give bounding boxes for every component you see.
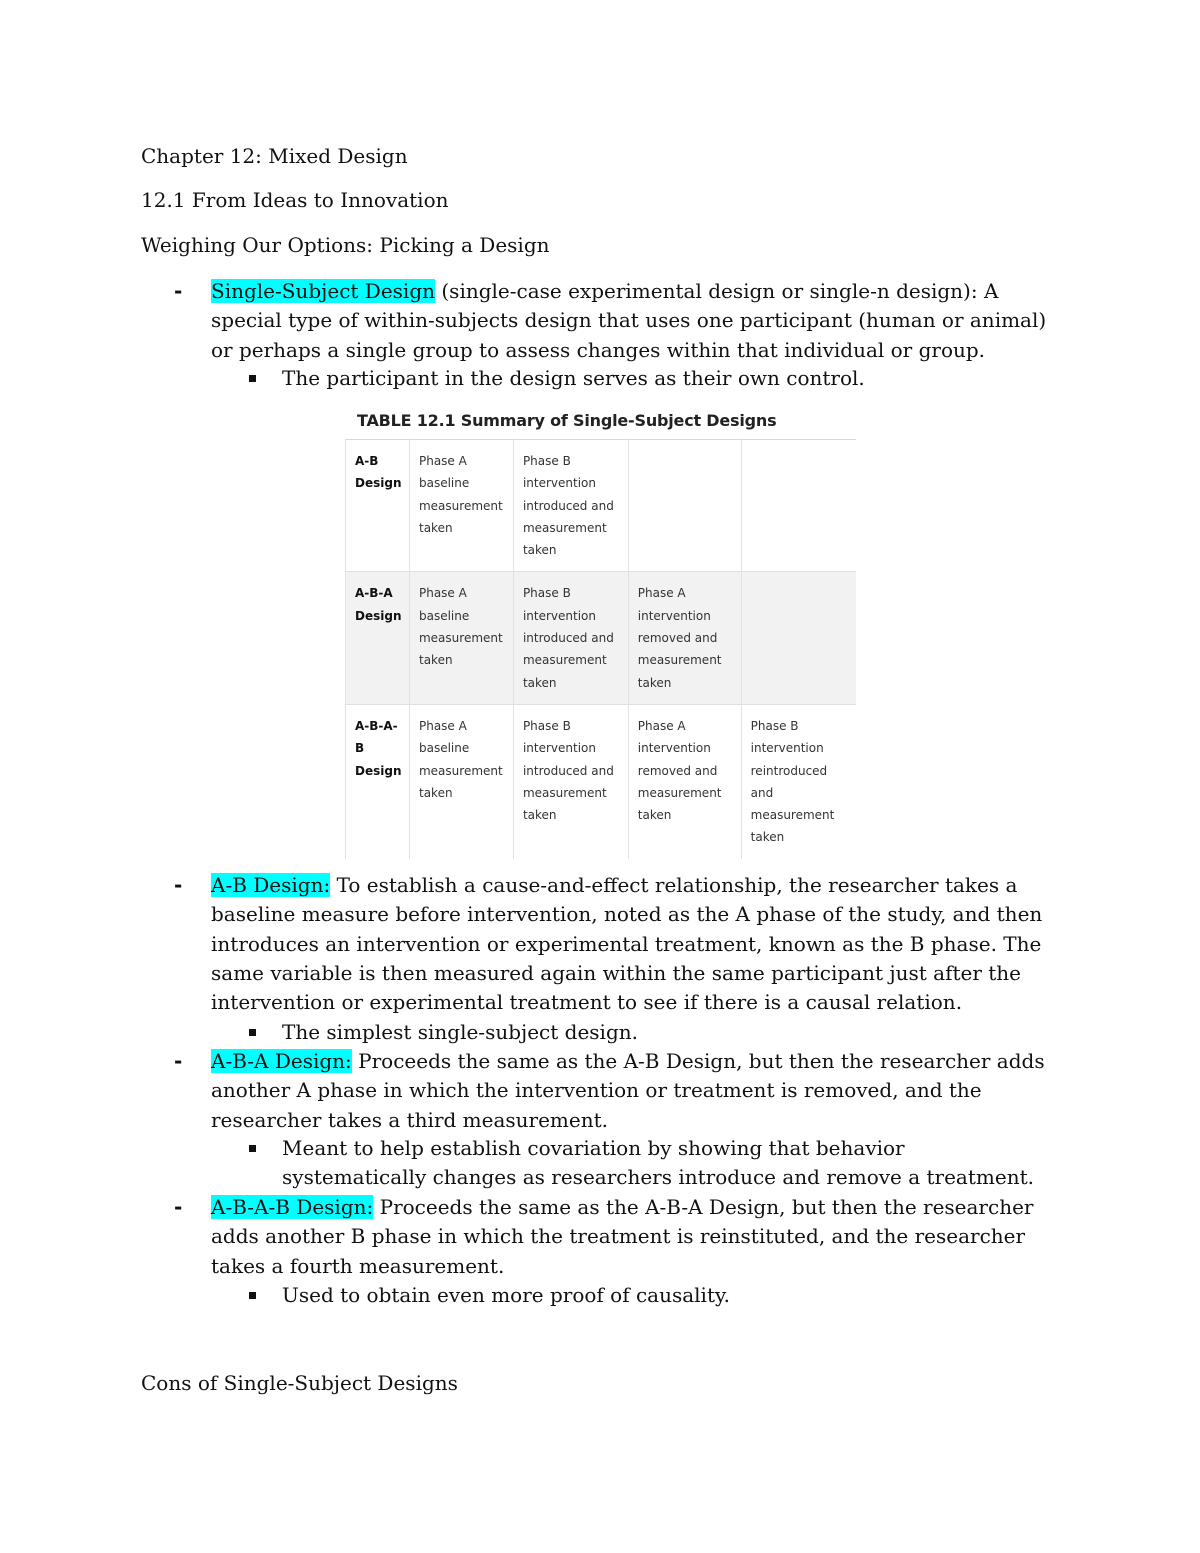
table-cell: [741, 572, 856, 704]
row-header: A-B-A Design: [346, 572, 410, 704]
square-bullet-icon: [249, 1292, 256, 1299]
table-cell: Phase B intervention introduced and measurement taken: [513, 440, 628, 572]
document-page: Chapter 12: Mixed Design 12.1 From Ideas to Innovation Weighing Our Options: Picking a Design - Single-Subject Design (single-case experimental design or single-n design): A special type of within-subjects design that uses one participant (human or animal) or perhaps a single group to assess changes within that individual or group. The participant in the design serves as their own control. TABLE 12.1 Summary of Single-Subject Designs A-B Design Phase A baseline measurement taken Phase B intervention introduced and measurement taken A-B-A Design Phase A baseline measurement taken Phase B intervention introduced and measurement taken Phase A intervention removed and measurement taken A-B-A-B Design Phase A baseline measurement taken Phase B intervention introduced and measurement taken Phase A intervention removed and measurement taken Phase B intervention reintroduced and measurement taken - A-B Design: To establish a cause-and-effect relationship, the researcher takes a baseline measure before intervention, noted as the A phase of the study, and then introduces an intervention or experimental treatment, known as the B phase. The same variable is then measured again within the same participant just after the intervention or experimental treatment to see if there is a causal relation. The simplest single-subject design. - A-B-A Design: Proceeds the same as the A-B Design, but then the researcher adds another A phase in which the intervention or treatment is removed, and the researcher takes a third measurement. Meant to help establish covariation by showing that behavior systematically changes as researchers introduce and remove a treatment. - A-B-A-B Design: Proceeds the same as the A-B-A Design, but then the researcher adds another B phase in which the treatment is reinstituted, and the researcher takes a fourth measurement. Used to obtain even more proof of causality. Cons of Single-Subject Designs: [0, 0, 1200, 1553]
abab-design-definition: Proceeds the same as the A-B-A Design, but then the researcher adds another B phase in which the treatment is reinstituted, and the researcher takes a fourth measurement.: [211, 1195, 1034, 1278]
row-header: A-B Design: [346, 440, 410, 572]
aba-design-text: [211, 1047, 1061, 1135]
dash-bullet-icon: -: [174, 1049, 183, 1073]
single-subject-term: Single-Subject Design: [211, 279, 436, 303]
aba-design-definition: Proceeds the same as the A-B Design, but then the researcher adds another A phase in which the intervention or treatment is removed, and the researcher takes a third measurement.: [211, 1049, 1045, 1132]
square-bullet-icon: [249, 375, 256, 382]
table-cell: Phase A intervention removed and measurement taken: [628, 572, 741, 704]
table-cell: Phase A baseline measurement taken: [409, 440, 513, 572]
table-row: [346, 704, 857, 858]
ab-design-definition: To establish a cause-and-effect relationship, the researcher takes a baseline measure before intervention, noted as the A phase of the study, and then introduces an intervention or experimental treatment, known as the B phase. The same variable is then measured again within the same participant just after the intervention or experimental treatment to see if there is a causal relation.: [211, 873, 1043, 1015]
table-title: TABLE 12.1 Summary of Single-Subject Designs: [357, 411, 777, 430]
table-cell: Phase B intervention introduced and measurement taken: [513, 704, 628, 858]
cons-heading: Cons of Single-Subject Designs: [141, 1371, 458, 1395]
table-cell: Phase A baseline measurement taken: [409, 572, 513, 704]
dash-bullet-icon: -: [174, 1195, 183, 1219]
table-cell: Phase A baseline measurement taken: [409, 704, 513, 858]
ab-design-term: A-B Design:: [211, 873, 331, 897]
single-subject-definition: (single-case experimental design or single-n design): A special type of within-subjects design that uses one participant (human or animal) or perhaps a single group to assess changes within that individual or group.: [211, 279, 1047, 362]
subsection-heading: Weighing Our Options: Picking a Design: [141, 233, 550, 257]
square-bullet-icon: [249, 1145, 256, 1152]
abab-design-term: A-B-A-B Design:: [211, 1195, 374, 1219]
square-bullet-icon: [249, 1029, 256, 1036]
chapter-heading: Chapter 12: Mixed Design: [141, 144, 408, 168]
single-subject-text: [211, 277, 1061, 365]
table-row: [346, 572, 857, 704]
table-cell: Phase B intervention reintroduced and measurement taken: [741, 704, 856, 858]
table-cell: Phase B intervention introduced and measurement taken: [513, 572, 628, 704]
section-heading: 12.1 From Ideas to Innovation: [141, 188, 449, 212]
ab-design-text: [211, 871, 1061, 1017]
table-cell: Phase A intervention removed and measurement taken: [628, 704, 741, 858]
table-cell: [741, 440, 856, 572]
single-subject-summary-table: [345, 439, 856, 859]
row-header: A-B-A-B Design: [346, 704, 410, 858]
abab-design-text: [211, 1193, 1061, 1281]
table-cell: [628, 440, 741, 572]
table-row: [346, 440, 857, 572]
aba-design-term: A-B-A Design:: [211, 1049, 352, 1073]
dash-bullet-icon: -: [174, 279, 183, 303]
dash-bullet-icon: -: [174, 873, 183, 897]
